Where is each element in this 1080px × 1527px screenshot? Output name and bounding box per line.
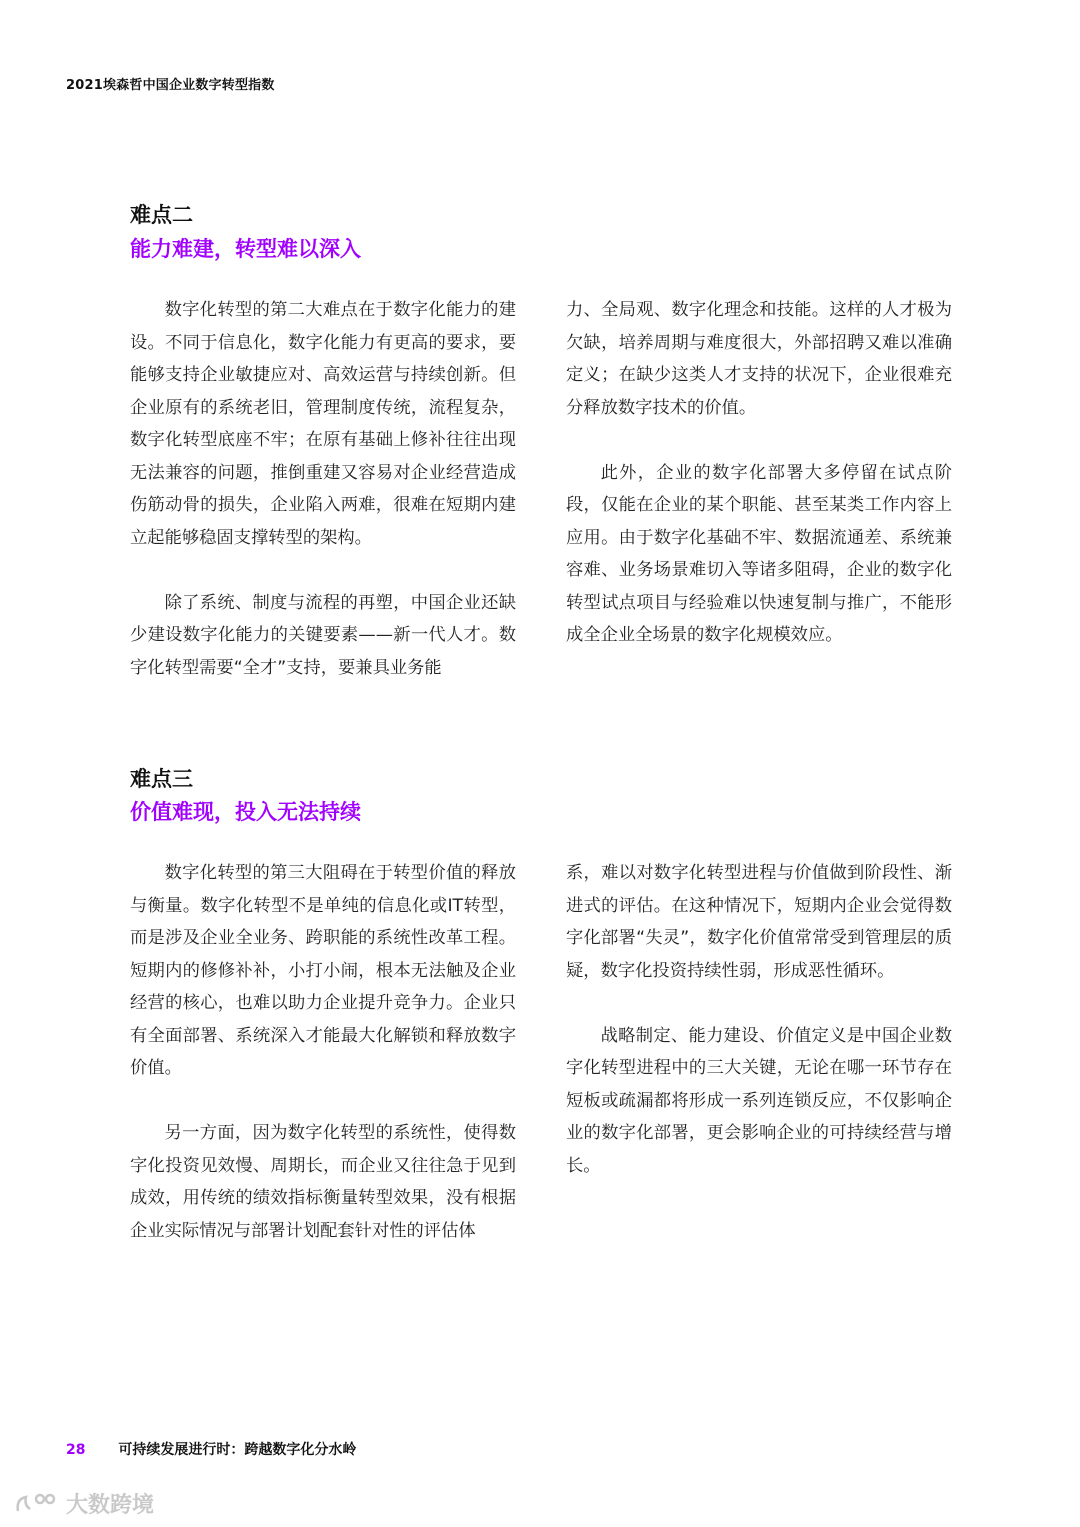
paragraph: 力、全局观、数字化理念和技能。这样的人才极为欠缺，培养周期与难度很大，外部招聘又难以准确定义；在缺少这类人才支持的状况下，企业很难充分释放数字技术的价值。 bbox=[566, 300, 952, 418]
paragraph: 战略制定、能力建设、价值定义是中国企业数字化转型进程中的三大关键，无论在哪一环节存在短板或疏漏都将形成一系列连锁反应，不仅影响企业的数字化部署，更会影响企业的可持续经营与增长。 bbox=[566, 1025, 952, 1176]
section-label: 难点二 bbox=[130, 203, 193, 227]
left-column bbox=[130, 294, 516, 684]
watermark bbox=[14, 1488, 154, 1519]
right-column bbox=[566, 294, 952, 652]
page-number: 28 bbox=[66, 1442, 86, 1458]
section-title: 能力难建，转型难以深入 bbox=[130, 237, 361, 261]
right-column bbox=[566, 857, 952, 1182]
paragraph: 此外，企业的数字化部署大多停留在试点阶段，仅能在企业的某个职能、甚至某类工作内容上应用。由于数字化基础不牢、数据流通差、系统兼容难、业务场景难切入等诸多阻碍，企业的数字化转型试点项目与经验难以快速复制与推广，不能形成全企业全场景的数字化规模效应。 bbox=[566, 462, 952, 645]
paragraph: 另一方面，因为数字化转型的系统性，使得数字化投资见效慢、周期长，而企业又往往急于见到成效，用传统的绩效指标衡量转型效果，没有根据企业实际情况与部署计划配套针对性的评估体 bbox=[130, 1123, 516, 1241]
left-column bbox=[130, 857, 516, 1247]
paragraph: 除了系统、制度与流程的再塑，中国企业还缺少建设数字化能力的关键要素——新一代人才。数字化转型需要“全才”支持，要兼具业务能 bbox=[130, 592, 516, 678]
footer-title: 可持续发展进行时：跨越数字化分水岭 bbox=[118, 1442, 357, 1458]
section-title: 价值难现，投入无法持续 bbox=[130, 800, 361, 824]
logo-icon bbox=[14, 1491, 58, 1517]
page-footer bbox=[66, 1439, 356, 1459]
section-label: 难点三 bbox=[130, 767, 193, 791]
running-header: 2021埃森哲中国企业数字转型指数 bbox=[66, 78, 275, 93]
paragraph: 系，难以对数字化转型进程与价值做到阶段性、渐进式的评估。在这种情况下，短期内企业会觉得数字化部署“失灵”，数字化价值常常受到管理层的质疑，数字化投资持续性弱，形成恶性循环。 bbox=[566, 863, 952, 981]
paragraph: 数字化转型的第二大难点在于数字化能力的建设。不同于信息化，数字化能力有更高的要求，要能够支持企业敏捷应对、高效运营与持续创新。但企业原有的系统老旧，管理制度传统，流程复杂，数字化转型底座不牢；在原有基础上修补往往出现无法兼容的问题，推倒重建又容易对企业经营造成伤筋动骨的损失，企业陷入两难，很难在短期内建立起能够稳固支撑转型的架构。 bbox=[130, 300, 516, 548]
paragraph: 数字化转型的第三大阻碍在于转型价值的释放与衡量。数字化转型不是单纯的信息化或IT转型，而是涉及企业全业务、跨职能的系统性改革工程。短期内的修修补补，小打小闹，根本无法触及企业经营的核心，也难以助力企业提升竞争力。企业只有全面部署、系统深入才能最大化解锁和释放数字价值。 bbox=[130, 863, 516, 1078]
watermark-text: 大数跨境 bbox=[66, 1493, 155, 1518]
